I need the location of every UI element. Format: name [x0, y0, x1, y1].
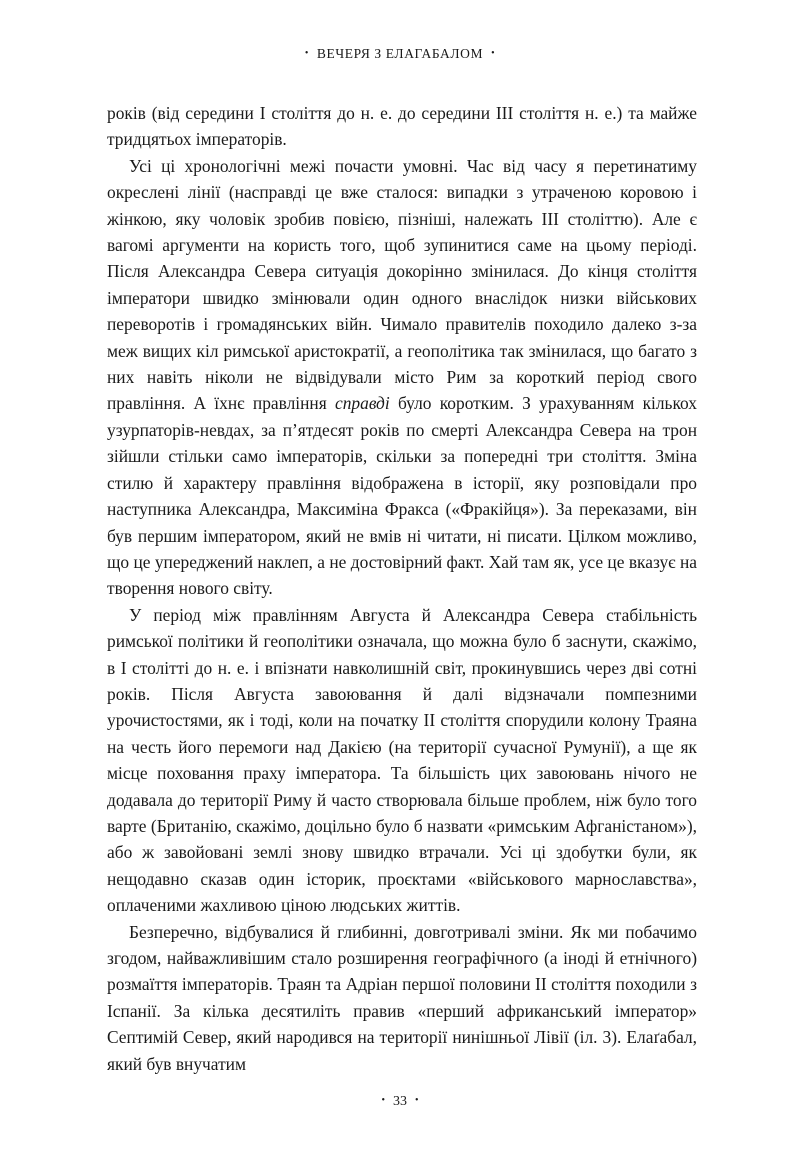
header-ornament-left: •: [304, 48, 309, 59]
paragraph-continuation: [107, 100, 697, 153]
footer-ornament-left: •: [381, 1095, 385, 1106]
body-text: [107, 100, 697, 1077]
paragraph-text: було коротким. З урахуванням кількох узурпаторів-невдах, за п’ятдесят років по смерті Александра Севера на трон зійшли стільки само імператорів, скільки за попередні три століття. Зміна стилю й характеру правління відображена в історії, яку розповідали про наступника Александра, Максиміна Фракса («Фракійця»). За переказами, він був першим імператором, який не вмів ні читати, ні писати. Цілком можливо, що це упереджений наклеп, а не достовірний факт. Хай там як, усе це вказує на творення нового світу.: [107, 393, 698, 599]
emphasized-word: справді: [335, 393, 390, 414]
paragraph-text: У період між правлінням Августа й Александра Севера стабільність римської політики й геополітики означала, що можна було б заснути, скажімо, в I столітті до н. е. і впізнати навколишній світ, прокинувшись через дві сотні років. Після Августа завоювання й далі відзначали помпезними урочистостями, як і тоді, коли на початку II століття спорудили колону Траяна на честь його перемоги над Дакією (на території сучасної Румунії), а ще як місце поховання праху імператора. Та більшість цих завоювань нічого не додавала до території Риму й часто створювала більше проблем, ніж було того варте (Британію, скажімо, доцільно було б назвати «римським Афганістаном»), або ж завойовані землі знову швидко втрачали. Усі ці здобутки були, як нещодавно сказав один історик, проєктами «військового марнославства», оплаченими жахливою ціною людських життів.: [107, 604, 697, 916]
running-title: ВЕЧЕРЯ З ЕЛАГАБАЛОМ: [316, 46, 484, 61]
page-number: 33: [393, 1094, 407, 1109]
paragraph: [107, 919, 697, 1077]
header-ornament-right: •: [491, 48, 496, 59]
paragraph-text: років (від середини I століття до н. е. до середини III століття н. е.) та майже тридцятьох імператорів.: [107, 103, 697, 150]
footer-ornament-right: •: [415, 1095, 419, 1106]
paragraph: [107, 153, 697, 602]
paragraph-text: Безперечно, відбувалися й глибинні, довготривалі зміни. Як ми побачимо згодом, найважливішим стало розширення географічного (а іноді й етнічного) розмаїття імператорів. Траян та Адріан першої половини II століття походили з Іспанії. За кілька десятиліть правив «перший африканський імператор» Септимій Север, який народився на території нинішньої Лівії (іл. 3). Елаґабал, який був внучатим: [107, 921, 697, 1074]
paragraph: [107, 602, 697, 919]
page-footer: [0, 1094, 800, 1110]
paragraph-text: Усі ці хронологічні межі почасти умовні. Час від часу я перетинатиму окреслені лінії (насправді це вже сталося: випадки з утраченою коровою і жінкою, яку чоловік зробив повією, пізніші, належать III століттю). Але є вагомі аргументи на користь того, щоб зупинитися саме на цьому періоді. Після Александра Севера ситуація докорінно змінилася. До кінця століття імператори швидко змінювали один одного внаслідок низки військових переворотів і громадянських війн. Чимало правителів походило далеко з-за меж вищих кіл римської аристократії, а геополітика так змінилася, що багато з них навіть ніколи не відвідували місто Рим за короткий період свого правління. А їхнє правління: [107, 155, 697, 414]
running-header: [0, 46, 800, 62]
